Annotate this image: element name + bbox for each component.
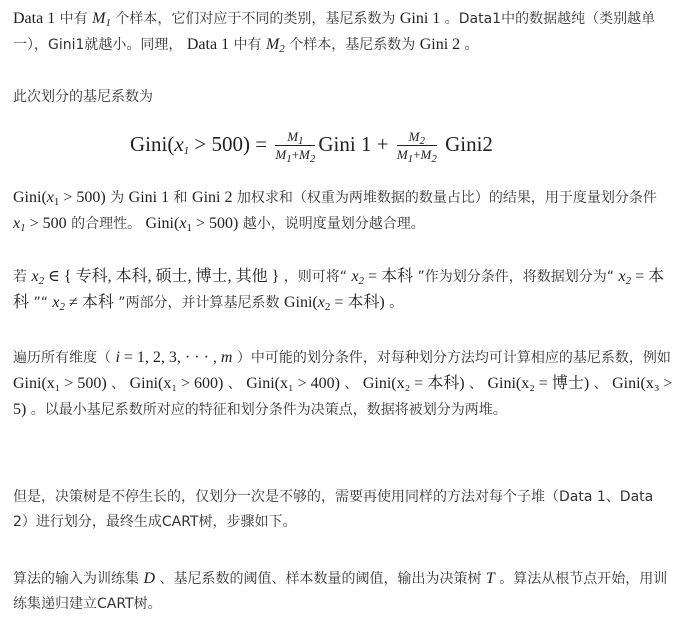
- math-var: $M_1$: [92, 10, 111, 29]
- text: 、基尼系数的阈值、样本数量的阈值，输出为决策树: [155, 571, 486, 587]
- text: 的合理性。: [66, 216, 146, 232]
- formula-text: Gini2: [439, 131, 493, 156]
- math-var: i: [115, 349, 120, 366]
- text: 、: [223, 376, 247, 392]
- text: ，则可将“: [279, 269, 352, 285]
- math-text: ∈ { 专科, 本科, 硕士, 博士, 其他 }: [44, 268, 280, 285]
- math-text: Gini 2: [419, 36, 461, 53]
- text: 和: [169, 190, 193, 206]
- math-var: $x_2$: [351, 268, 365, 287]
- formula-var: $x_1$: [174, 131, 190, 157]
- text: 越小，说明度量划分越合理。: [238, 216, 425, 232]
- math-text: = 本科: [13, 268, 665, 311]
- math-text: $Gini(x_2$ = 本科): [283, 294, 385, 313]
- text: 、: [589, 376, 613, 392]
- math-text: $Gini(x_1 > 500)$: [145, 215, 239, 234]
- math-text: Data 1: [13, 10, 56, 27]
- math-text: = 本科: [364, 268, 414, 285]
- gini-formula: [0, 126, 681, 174]
- text: 遍历所有维度（: [13, 350, 116, 366]
- text: 、: [339, 376, 363, 392]
- math-text: > 500: [25, 215, 67, 232]
- math-text: Gini(x₃ > 5): [13, 375, 673, 418]
- math-var: $M_2$: [265, 36, 285, 55]
- paragraph-tree-growth: [13, 485, 673, 535]
- fraction-2: $\frac{M_2}{M_1+M_2}$: [396, 129, 437, 165]
- text: 个样本，基尼系数为: [284, 37, 420, 53]
- text: 算法的输入为训练集: [13, 571, 144, 587]
- paragraph-categorical-split: [13, 264, 673, 316]
- math-text: Gini(x₂ = 本科): [362, 375, 465, 392]
- paragraph-weighted-sum: [13, 185, 673, 237]
- math-var: m: [220, 349, 233, 366]
- math-var: $x_2$: [618, 268, 632, 287]
- formula-text: Gini 1 +: [318, 131, 394, 156]
- paragraph-traverse-dimensions: [13, 345, 673, 423]
- text: 。算法从根节点开始，用训练集递归建立CART树。: [13, 571, 668, 612]
- math-var: $x_2$: [31, 268, 45, 287]
- math-text: = 1, 2, 3, · · · ,: [119, 349, 221, 366]
- formula-text: > 500) =: [189, 131, 273, 156]
- math-text: $Gini(x_1 > 500)$: [13, 189, 106, 208]
- text: 。: [460, 37, 479, 53]
- text: 、: [464, 376, 488, 392]
- text: 此次划分的基尼系数为: [13, 89, 153, 105]
- paragraph-algorithm-input: [13, 566, 673, 617]
- math-text: ≠ 本科: [65, 294, 114, 311]
- text: 个样本，它们对应于不同的类别，基尼系数为: [110, 11, 400, 27]
- math-var: $x_1$: [13, 215, 26, 234]
- paragraph-data-samples: [13, 6, 673, 58]
- text: 。以最小基尼系数所对应的特征和划分条件为决策点，数据将被划分为两堆。: [26, 402, 507, 418]
- text: ”作为划分条件，将数据划分为“: [413, 269, 619, 285]
- text: ）中可能的划分条件，对每种划分方法均可计算相应的基尼系数，例如: [232, 350, 671, 366]
- math-text: Gini(x₁ > 400): [246, 375, 340, 392]
- text: 若: [13, 269, 32, 285]
- math-text: Gini(x₂ = 博士): [487, 375, 590, 392]
- text: 为: [105, 190, 129, 206]
- text: 。: [384, 295, 404, 311]
- text: 、: [106, 376, 130, 392]
- fraction-1: $\frac{M_1}{M_1+M_2}$: [275, 129, 316, 165]
- math-var: D: [143, 570, 156, 587]
- text: 中有: [229, 37, 266, 53]
- text: 但是，决策树是不停生长的，仅划分一次是不够的，需要再使用同样的方法对每个子堆（Data 1、Data 2）进行划分，最终生成CART树，步骤如下。: [13, 489, 654, 530]
- math-var: $x_2$: [52, 294, 66, 313]
- math-var: T: [485, 570, 495, 587]
- math-text: Gini 2: [192, 189, 233, 206]
- text: 加权求和（权重为两堆数据的数量占比）的结果，用于度量划分条件: [232, 190, 657, 206]
- text: 。Data1中的数据越纯（类别越单一），Gini1就越小。同理，: [13, 11, 656, 53]
- math-text: Gini(x₁ > 500): [13, 375, 107, 392]
- paragraph-intro-formula: [13, 85, 673, 110]
- math-text: Gini(x₁ > 600): [129, 375, 224, 392]
- formula-gini: Gini(: [130, 131, 175, 156]
- text: ”“: [29, 295, 53, 311]
- text: 中有: [55, 11, 93, 27]
- math-text: Data 1: [186, 36, 230, 53]
- math-text: Gini 1: [128, 189, 170, 206]
- math-text: Gini 1: [399, 10, 441, 27]
- text: ”两部分，并计算基尼系数: [113, 295, 284, 311]
